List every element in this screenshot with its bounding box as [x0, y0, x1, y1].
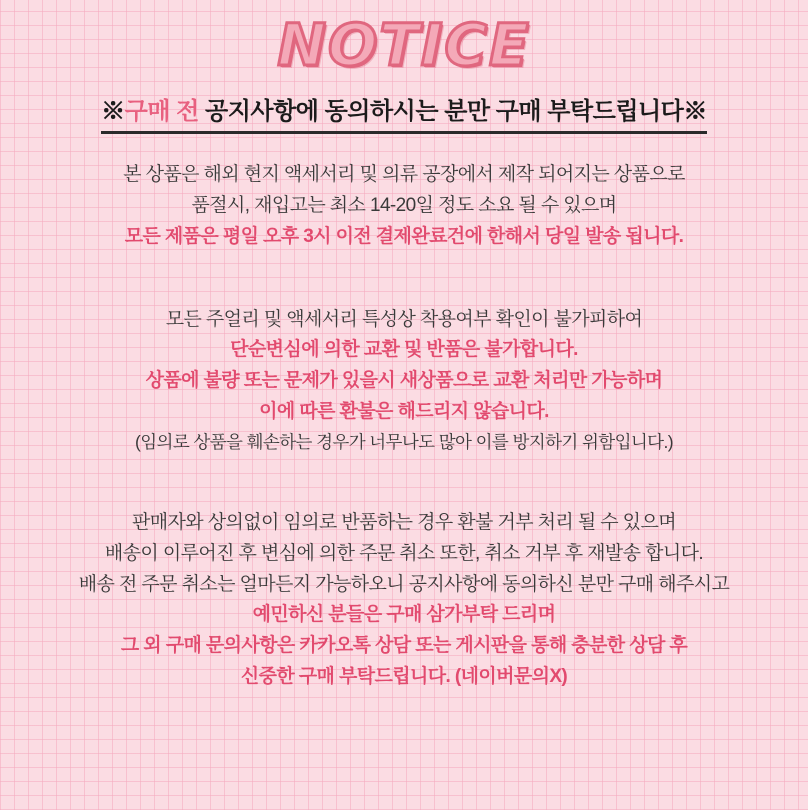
headline-black-text: 공지사항에 동의하시는 분만 구매 부탁드립니다 — [205, 98, 684, 125]
notice-line: 모든 주얼리 및 액세서리 특성상 착용여부 확인이 불가피하여 — [165, 308, 643, 330]
section-order-cancellation-policy — [0, 508, 808, 693]
headline-suffix-mark: ※ — [683, 98, 707, 125]
notice-line-emphasis: 모든 제품은 평일 오후 3시 이전 결제완료건에 한해서 당일 발송 됩니다. — [124, 225, 684, 247]
notice-line-emphasis: 단순변심에 의한 교환 및 반품은 불가합니다. — [230, 339, 578, 361]
headline-pink-text: 구매 전 — [124, 98, 199, 125]
headline-prefix-mark: ※ — [101, 98, 125, 125]
notice-line-emphasis: 이에 따른 환불은 해드리지 않습니다. — [259, 400, 549, 422]
section-divider-space — [0, 253, 808, 279]
section-divider-space — [0, 456, 808, 482]
page-title: NOTICE — [277, 11, 531, 79]
notice-title-area — [0, 0, 808, 79]
notice-line: 품절시, 재입고는 최소 14-20일 정도 소요 될 수 있으며 — [191, 195, 617, 217]
notice-line: (임의로 상품을 훼손하는 경우가 너무나도 많아 이를 방지하기 위함입니다.) — [135, 431, 673, 452]
notice-line: 배송이 이루어진 후 변심에 의한 주문 취소 또한, 취소 거부 후 재발송 합니다. — [104, 542, 704, 564]
section-exchange-and-return — [0, 305, 808, 456]
notice-line: 배송 전 주문 취소는 얼마든지 가능하오니 공지사항에 동의하신 분만 구매 해주시고 — [78, 573, 730, 595]
notice-line: 본 상품은 해외 현지 액세서리 및 의류 공장에서 제작 되어지는 상품으로 — [123, 164, 685, 186]
notice-line: 판매자와 상의없이 임의로 반품하는 경우 환불 거부 처리 될 수 있으며 — [132, 512, 676, 534]
section-production-and-shipping — [0, 160, 808, 252]
notice-line-emphasis: 그 외 구매 문의사항은 카카오톡 상담 또는 게시판을 통해 충분한 상담 후 — [120, 635, 688, 657]
notice-headline — [101, 96, 707, 134]
notice-line-emphasis: 상품에 불량 또는 문제가 있을시 새상품으로 교환 처리만 가능하며 — [145, 370, 663, 392]
notice-line-emphasis: 예민하신 분들은 구매 삼가부탁 드리며 — [252, 604, 556, 626]
notice-line-emphasis: 신중한 구매 부탁드립니다. (네이버문의X) — [240, 665, 568, 687]
headline-area — [0, 74, 808, 134]
